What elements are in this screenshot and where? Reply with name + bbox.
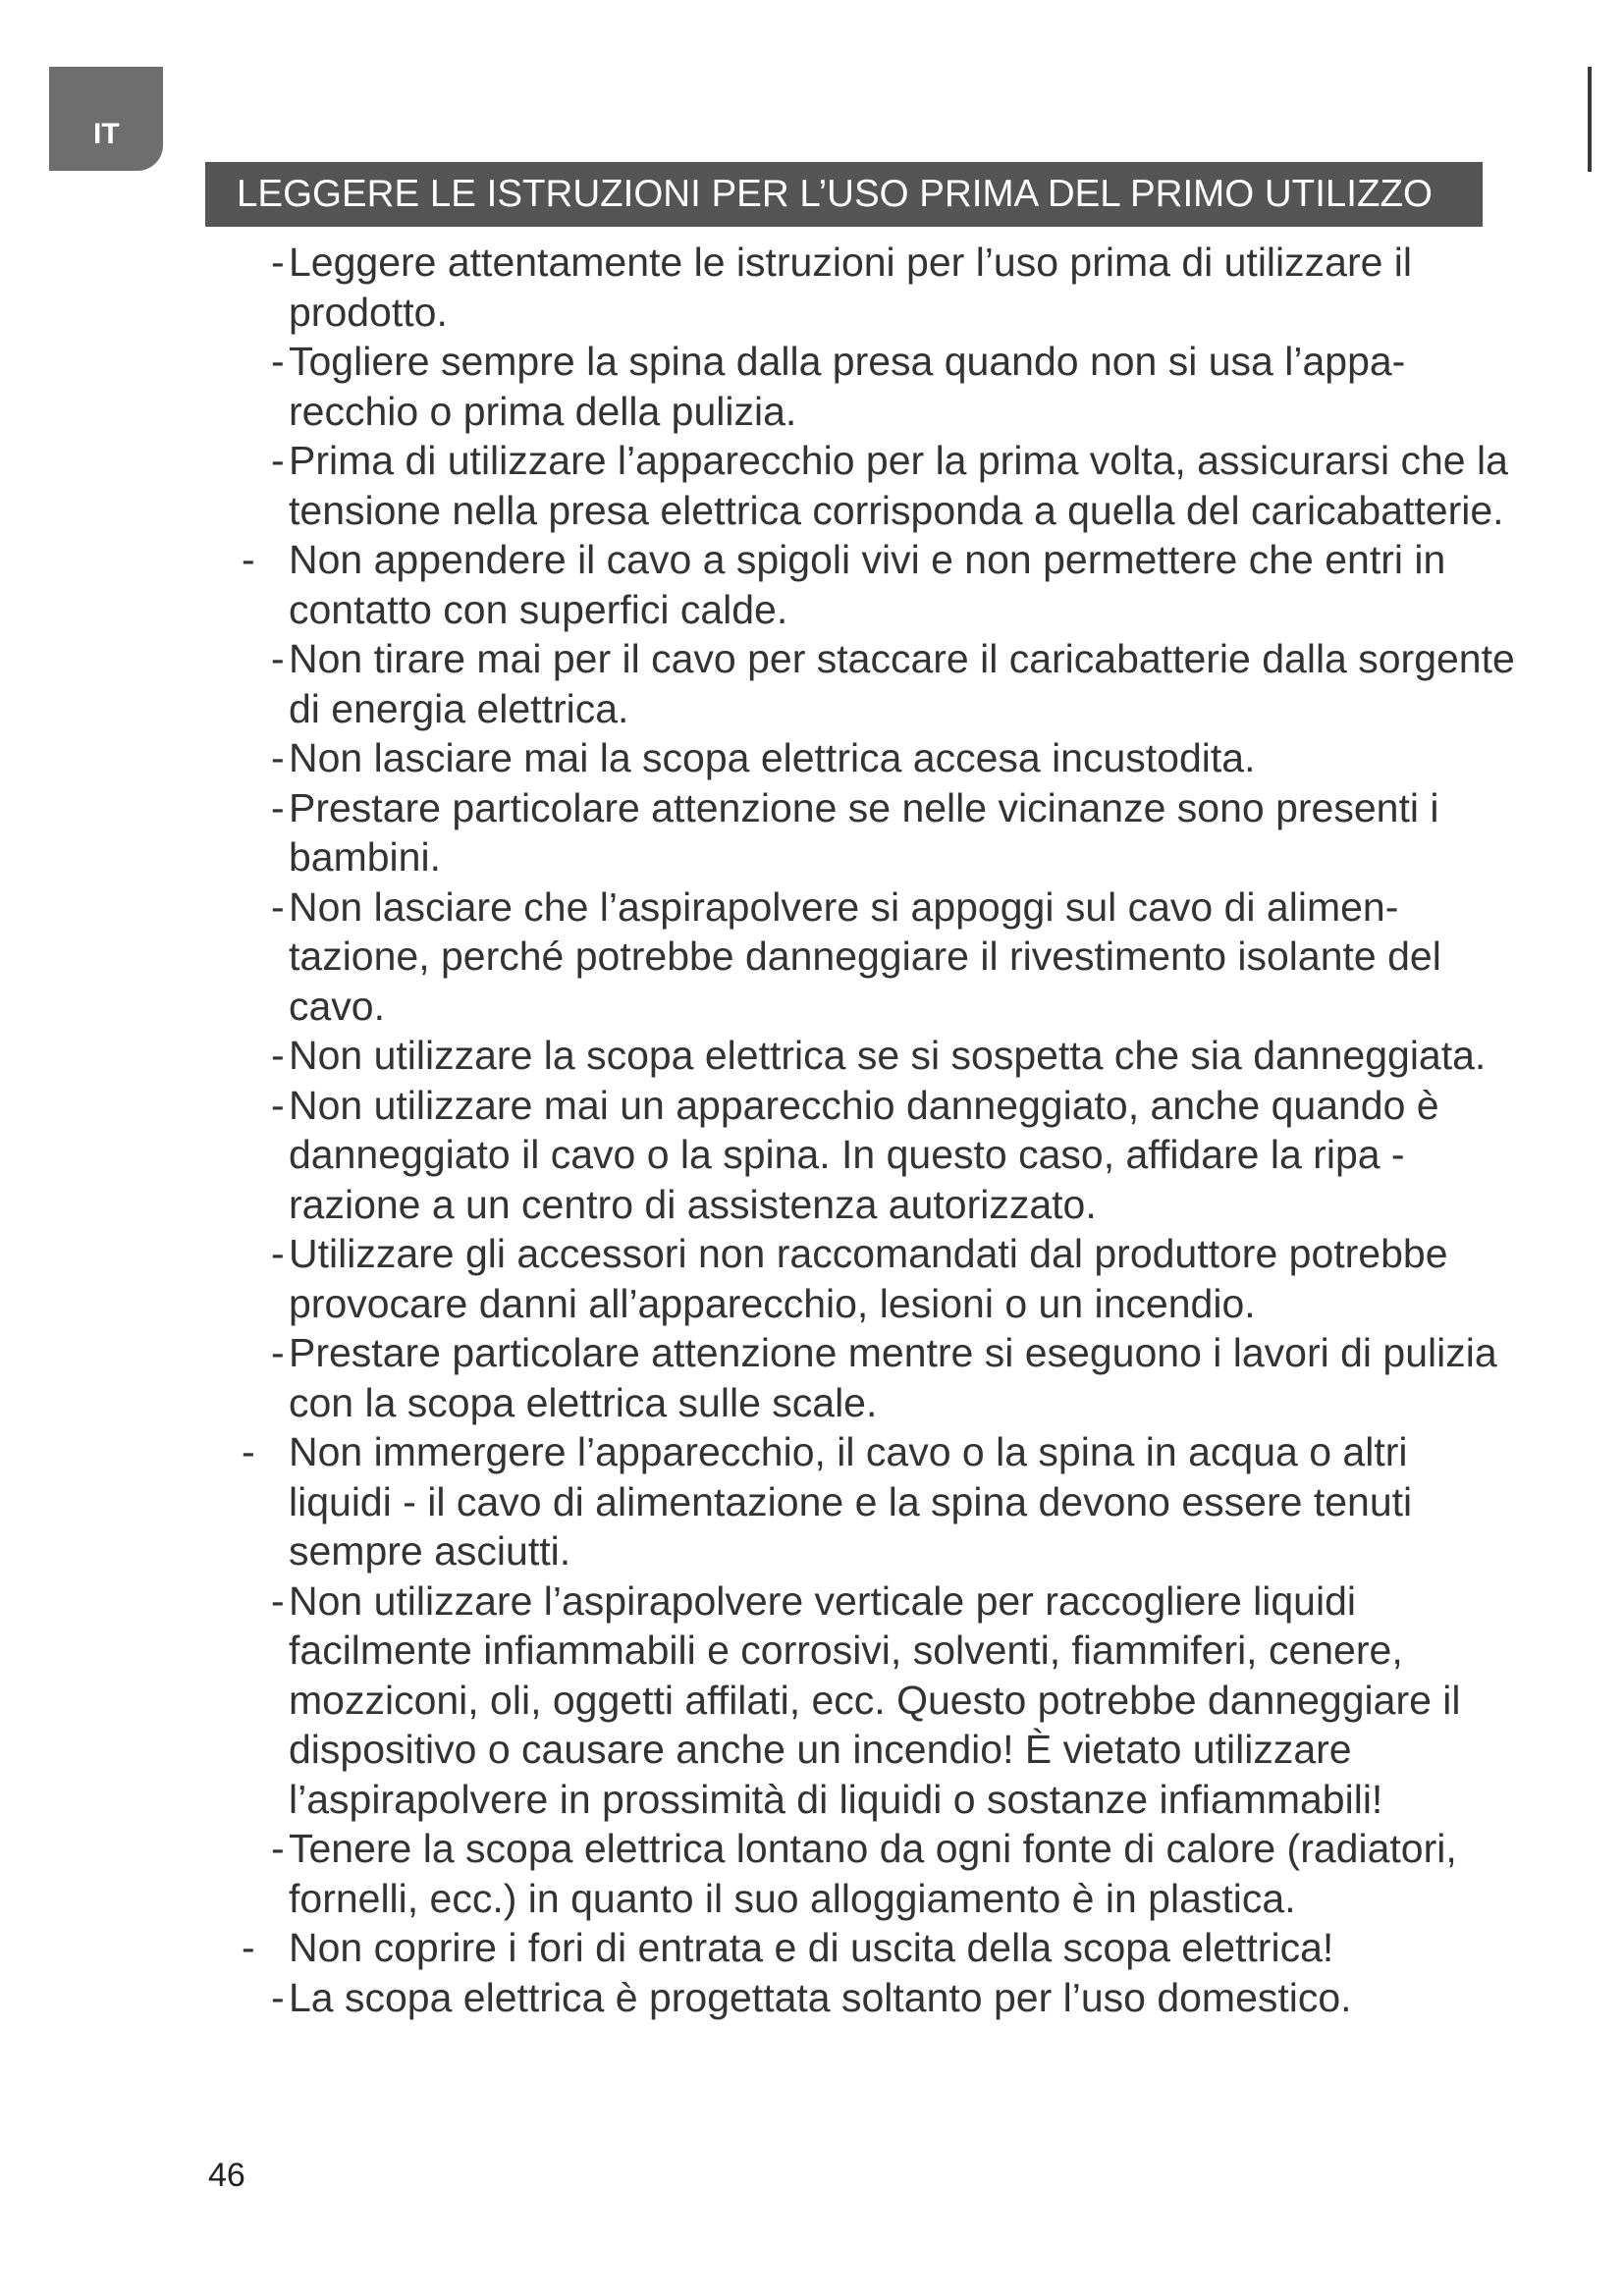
section-title: LEGGERE LE ISTRUZIONI PER L’USO PRIMA DEL PRIMO UTILIZZO — [237, 173, 1433, 215]
warning-dash: - — [271, 735, 285, 780]
language-tab-label: IT — [93, 118, 120, 150]
warning-item — [242, 1427, 1518, 1576]
language-tab — [49, 67, 163, 171]
warning-text: La scopa elettrica è progettata soltanto per l’uso domestico. — [289, 1974, 1352, 2020]
warning-dash: - — [271, 240, 285, 285]
warning-item — [242, 1923, 1518, 1973]
page-number: 46 — [208, 2157, 245, 2194]
warning-item — [242, 238, 1518, 337]
warning-dash: - — [271, 1231, 285, 1276]
warning-item — [242, 436, 1518, 535]
warning-dash: - — [242, 1429, 255, 1474]
warning-item — [242, 1576, 1518, 1825]
warning-item — [242, 535, 1518, 634]
warning-item — [242, 1081, 1518, 1230]
warning-item — [242, 1824, 1518, 1923]
warning-item — [242, 1031, 1518, 1081]
warning-dash: - — [271, 636, 285, 681]
warning-text: Non appendere il cavo a spigoli vivi e non permettere che entri in contatto con superfici calde. — [289, 537, 1446, 632]
warning-text: Leggere attentamente le istruzioni per l’uso prima di utilizzare il prodotto. — [289, 240, 1413, 335]
warning-dash: - — [271, 1330, 285, 1375]
warning-dash: - — [271, 883, 285, 930]
warning-text: Non immergere l’apparecchio, il cavo o la spina in acqua o altri liquidi - il cavo di alimentazione e la spina devono essere tenuti sempre asciutti. — [289, 1429, 1413, 1574]
warning-dash: - — [271, 339, 285, 384]
warning-dash: - — [271, 1577, 285, 1624]
warning-dash: - — [271, 784, 285, 830]
section-title-bar — [205, 162, 1483, 227]
warning-item — [242, 1973, 1518, 2023]
warning-text: Non utilizzare l’aspirapolvere verticale per raccogliere liquidi facilmente infiammabili e corrosivi, solventi, fiammiferi, cenere, mozziconi, oli, oggetti affilati, ecc. Questo potrebbe danneggiare il dispositivo o causare anche un incendio! È vietato utilizzare l’aspirapolvere in prossimità di liquidi o sostanze infiammabili! — [289, 1577, 1461, 1822]
warning-item — [242, 1328, 1518, 1427]
warning-dash: - — [271, 1033, 285, 1078]
warning-text: Togliere sempre la spina dalla presa quando non si usa l’appa-recchio o prima della pulizia. — [289, 339, 1406, 434]
warning-dash: - — [242, 537, 255, 582]
warning-item — [242, 783, 1518, 882]
warning-text: Prima di utilizzare l’apparecchio per la prima volta, assicurarsi che la tensione nella presa elettrica corrisponda a quella del caricabatterie. — [289, 438, 1508, 533]
warning-dash: - — [271, 1974, 285, 2020]
warning-dash: - — [271, 1082, 285, 1128]
warning-text: Utilizzare gli accessori non raccomandati dal produttore potrebbe provocare danni all’apparecchio, lesioni o un incendio. — [289, 1231, 1448, 1326]
warning-text: Non lasciare che l’aspirapolvere si appoggi sul cavo di alimen-tazione, perché potrebbe danneggiare il rivestimento isolante del cavo. — [289, 883, 1441, 1029]
warning-item — [242, 882, 1518, 1032]
warning-dash: - — [271, 438, 285, 483]
warning-text: Non coprire i fori di entrata e di uscita della scopa elettrica! — [289, 1925, 1334, 1970]
warning-text: Non lasciare mai la scopa elettrica accesa incustodita. — [289, 735, 1256, 780]
warning-item — [242, 634, 1518, 733]
warning-text: Prestare particolare attenzione se nelle vicinanze sono presenti i bambini. — [289, 784, 1439, 880]
warning-text: Prestare particolare attenzione mentre si eseguono i lavori di pulizia con la scopa elettrica sulle scale. — [289, 1330, 1497, 1425]
warning-text: Tenere la scopa elettrica lontano da ogni fonte di calore (radiatori, fornelli, ecc.) in quanto il suo alloggiamento è in plastica. — [289, 1826, 1457, 1921]
safety-warnings-list — [242, 238, 1518, 2022]
warning-item — [242, 337, 1518, 436]
page-edge-marker — [1588, 67, 1592, 172]
warning-dash: - — [242, 1925, 255, 1970]
warning-item — [242, 1229, 1518, 1328]
warning-dash: - — [271, 1826, 285, 1871]
warning-text: Non utilizzare mai un apparecchio danneggiato, anche quando è danneggiato il cavo o la spina. In questo caso, affidare la ripa - razione a un centro di assistenza autorizzato. — [289, 1082, 1439, 1227]
warning-text: Non utilizzare la scopa elettrica se si sospetta che sia danneggiata. — [289, 1033, 1487, 1078]
warning-item — [242, 733, 1518, 783]
warning-text: Non tirare mai per il cavo per staccare il caricabatterie dalla sorgente di energia elettrica. — [289, 636, 1515, 731]
